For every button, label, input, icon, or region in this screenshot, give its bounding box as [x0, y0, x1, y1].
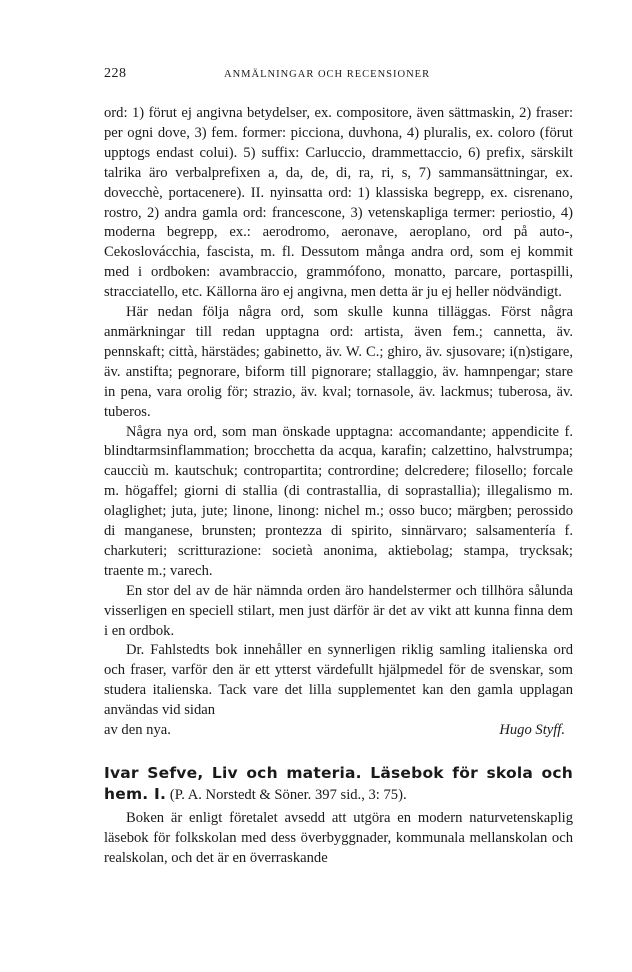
review-title: Ivar Sefve, Liv och materia. Läsebok för skola och hem. I. [104, 764, 573, 803]
paragraph: En stor del av de här nämnda orden äro handelstermer och tillhöra sålunda visserligen en speciell stilart, men just därför är det av vikt att kunna finna dem i en ordbok. [104, 582, 573, 639]
publication-info: (P. A. Norstedt & Söner. 397 sid., 3: 75). [169, 787, 407, 803]
paragraph: Dr. Fahlstedts bok innehåller en synnerligen riklig samling italienska ord och fraser, varför den är ett ytterst värdefullt hjälpmedel för de svenskar, som studera italienska. Tack vare det lilla supplementet kan den gamla upplagan användas vid sidan [104, 642, 573, 719]
paragraph: Boken är enligt företalet avsedd att utgöra en modern naturvetenskaplig läsebok för folkskolan med dess överbyggnader, kommunala mellanskolan och realskolan, och det är en överraskande [104, 810, 573, 866]
reviewer-signature: Hugo Styff. [499, 722, 565, 739]
paragraph: Några nya ord, som man önskade upptagna: accomandante; appendicite f. blindtarmsinflammation; brocchetta da acqua, karafin; calzettino, halvstrumpa; caucciù m. kautschuk; contropartita; contrordine; delcredere; filosello; forcale m. högaffel; giorni di stallia (di contrastallia, di soprastallia); illegalismo m. olaglighet; juta, jute; linone, linong: nichel m.; osso buco; märgben; perossido di manganese, brunsten; prontezza di spirito, sinnärvaro; salsamentería f. charkuteri; scritturazione: società anonima, aktiebolag; stampa, trycksak; traente m.; varech. [104, 423, 573, 579]
page-number: 228 [104, 66, 127, 81]
running-head: ANMÄLNINGAR OCH RECENSIONER [224, 69, 431, 80]
review-body [104, 809, 573, 869]
paragraph-end: av den nya. [104, 722, 171, 739]
review-text [104, 104, 573, 741]
paragraph: ord: 1) förut ej angivna betydelser, ex. compositore, även sättmaskin, 2) fraser: per ogni dove, 3) fem. former: picciona, duvhona, 4) pluralis, ex. coloro (förut upptogs endast colui). 5) suffix: Carluccio, drammettaccio, 6) prefix, särskilt talrika äro verbalprefixen a, da, de, di, ra, ri, s, 7) sammansättningar, ex. dovecchè, portacenere). II. nyinsatta ord: 1) klassiska begrepp, ex. cisrenano, rostro, 2) andra gamla ord: francescone, 3) vetenskapliga termer: periostio, 4) moderna begrepp, ex.: aerodromo, aeronave, aeroplano, ord på auto-, Cekoslovácchia, fascista, m. fl. Dessutom många andra ord, som ej kommit med i ordboken: avambraccio, grammófono, monatto, parcare, portaspilli, stracciatello, etc. Källorna äro ej angivna, men detta är ju ej heller nödvändigt. [104, 105, 573, 301]
page [104, 66, 573, 869]
page-header [104, 66, 573, 86]
signature-line [104, 721, 573, 741]
review-heading [104, 763, 573, 805]
paragraph: Här nedan följa några ord, som skulle kunna tilläggas. Först några anmärkningar till redan upptagna ord: artista, även fem.; cannetta, äv. pennskaft; città, härstädes; gabinetto, äv. W. C.; ghiro, äv. sjusovare; i(n)stigare, äv. anstifta; pegnorare, biform till pignorare; stallaggio, äv. hamnpengar; stare in pena, vara orolig för; strazio, äv. kval; tornasole, äv. lackmus; tuberosa, äv. tuberos. [104, 304, 573, 420]
